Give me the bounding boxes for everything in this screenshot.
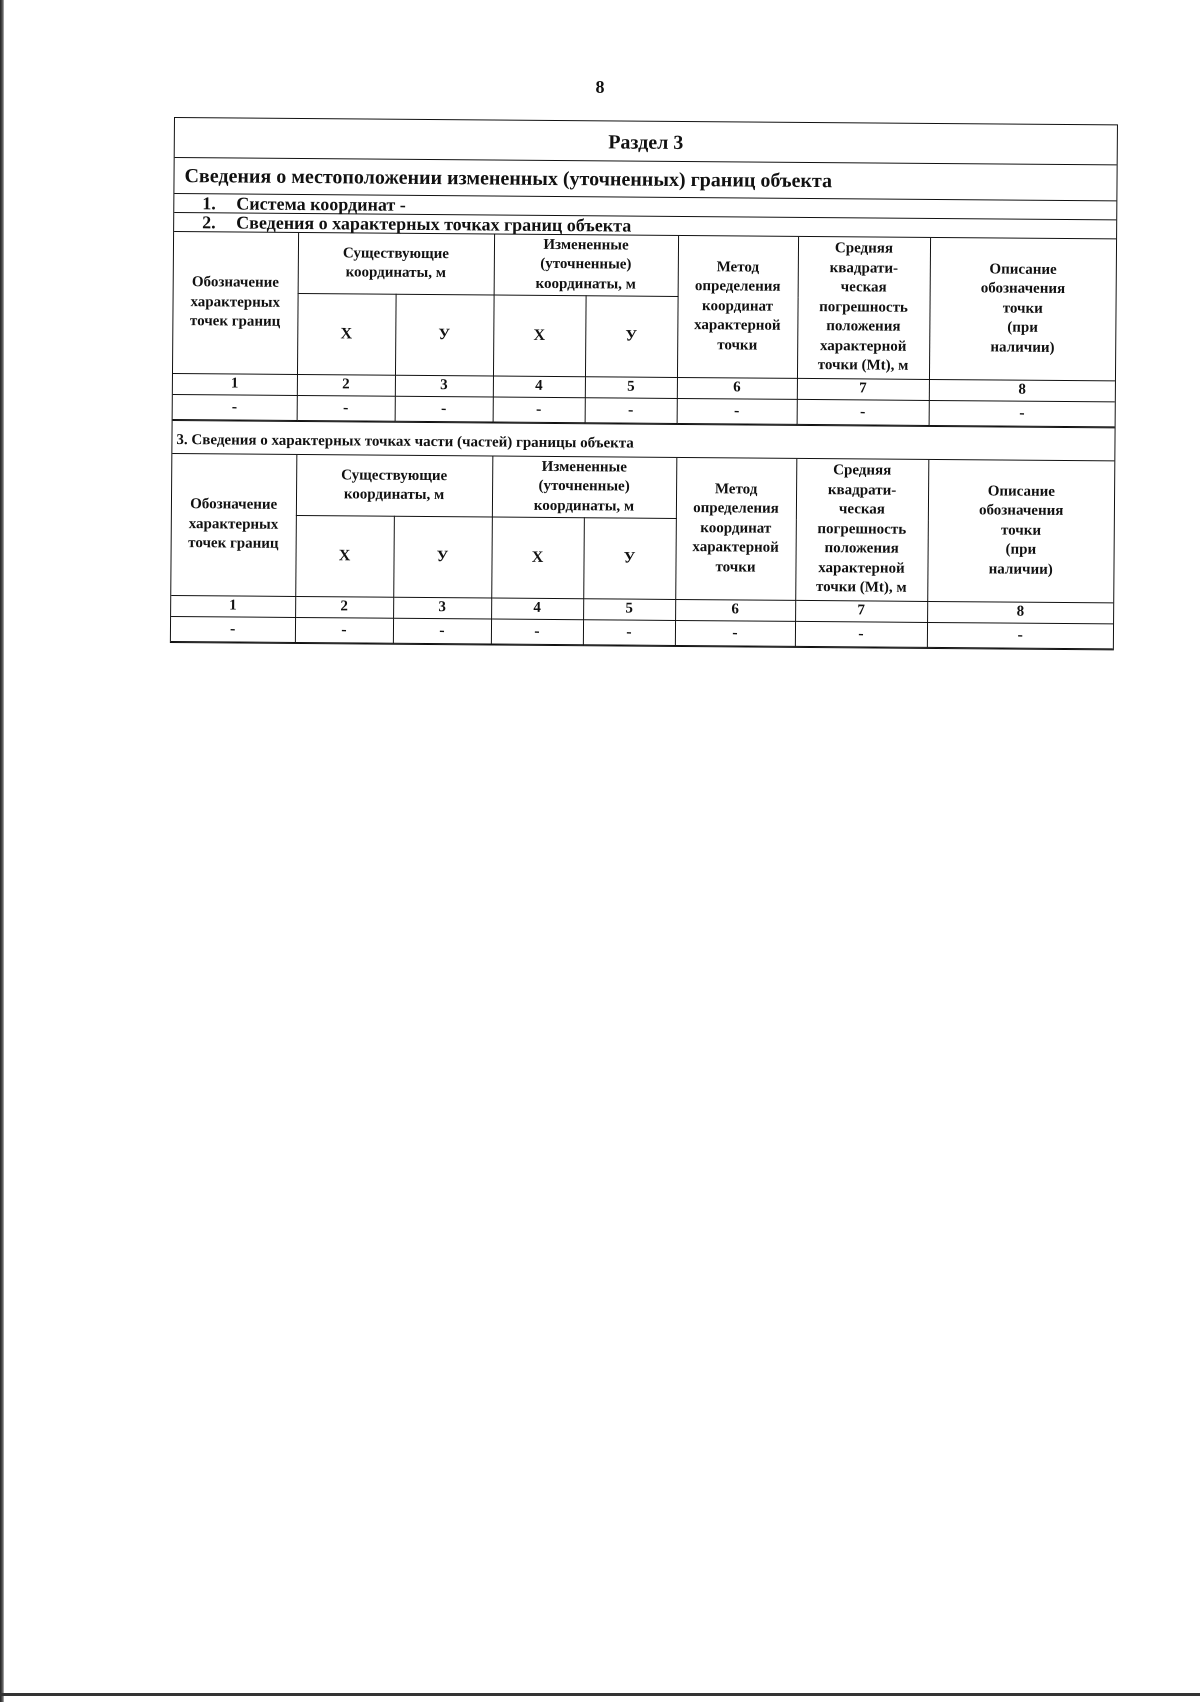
header-changed-y: У — [585, 296, 678, 378]
table-cell: - — [395, 396, 493, 422]
header-existing-coordinates: Существующие координаты, м — [298, 233, 494, 295]
column-number: 4 — [493, 376, 585, 398]
header-mean-square-error: Средняя квадрати- ческая погрешность положения характерной точки (Mt), м — [795, 459, 928, 602]
header-changed-coordinates: Измененные (уточненные) координаты, м — [492, 457, 676, 519]
item-number: 1. — [202, 193, 216, 214]
column-number: 3 — [395, 375, 493, 397]
points-table-part-boundaries — [171, 454, 1114, 649]
header-changed-x: Х — [491, 517, 584, 599]
section-title: Раздел 3 — [175, 118, 1117, 165]
part-boundary-title: 3. Сведения о характерных точках части (частей) границы объекта — [172, 420, 1114, 461]
column-number: 5 — [585, 377, 677, 399]
table-cell: - — [797, 399, 929, 425]
table-cell: - — [493, 397, 585, 423]
header-existing-coordinates: Существующие координаты, м — [296, 455, 492, 517]
item-number: 2. — [202, 212, 216, 233]
header-existing-y: У — [395, 294, 494, 376]
table-cell: - — [675, 620, 795, 646]
header-changed-coordinates: Измененные (уточненные) координаты, м — [494, 235, 678, 297]
table-cell: - — [795, 621, 927, 647]
header-designation: Обозначение характерных точек границ — [173, 232, 298, 374]
scan-edge-left — [0, 0, 4, 1702]
column-number: 6 — [675, 599, 795, 621]
column-number: 2 — [295, 596, 393, 618]
table-cell: - — [929, 400, 1115, 426]
header-method: Метод определения координат характерной точки — [677, 236, 798, 378]
item-text: Сведения о характерных точках границ объекта — [236, 212, 632, 236]
column-number: 7 — [797, 378, 929, 400]
table-cell: - — [295, 617, 393, 643]
column-number: 1 — [171, 595, 295, 617]
page-number: 8 — [595, 77, 605, 97]
table-cell: - — [297, 395, 395, 421]
section-table — [170, 117, 1118, 650]
object-title: Сведения о местоположении измененных (уточненных) границ объекта — [174, 158, 1116, 201]
column-number: 5 — [583, 599, 675, 621]
column-number: 4 — [491, 598, 583, 620]
column-number: 8 — [927, 601, 1113, 623]
header-point-description: Описание обозначения точки (при наличии) — [929, 238, 1116, 381]
header-changed-x: Х — [493, 295, 586, 377]
header-point-description: Описание обозначения точки (при наличии) — [927, 460, 1114, 603]
column-number: 1 — [173, 373, 297, 395]
header-existing-y: У — [393, 516, 492, 598]
table-cell: - — [585, 398, 677, 424]
column-number: 2 — [297, 374, 395, 396]
table-cell: - — [173, 394, 297, 420]
item-text: Система координат - — [236, 193, 406, 215]
scan-edge-bottom — [0, 1693, 1200, 1696]
column-number: 6 — [677, 377, 797, 399]
column-number: 3 — [393, 597, 491, 619]
points-table-boundaries — [173, 232, 1116, 427]
table-cell: - — [927, 622, 1113, 648]
table-cell: - — [393, 618, 491, 644]
column-number: 7 — [795, 600, 927, 622]
table-cell: - — [583, 620, 675, 646]
header-existing-x: Х — [297, 293, 396, 375]
header-existing-x: Х — [295, 515, 394, 597]
header-changed-y: У — [583, 518, 676, 600]
header-mean-square-error: Средняя квадрати- ческая погрешность положения характерной точки (Mt), м — [797, 237, 930, 380]
header-method: Метод определения координат характерной точки — [675, 458, 796, 600]
table-cell: - — [171, 616, 295, 642]
table-cell: - — [677, 398, 797, 424]
column-number: 8 — [929, 379, 1115, 401]
table-cell: - — [491, 619, 583, 645]
header-designation: Обозначение характерных точек границ — [171, 454, 296, 596]
